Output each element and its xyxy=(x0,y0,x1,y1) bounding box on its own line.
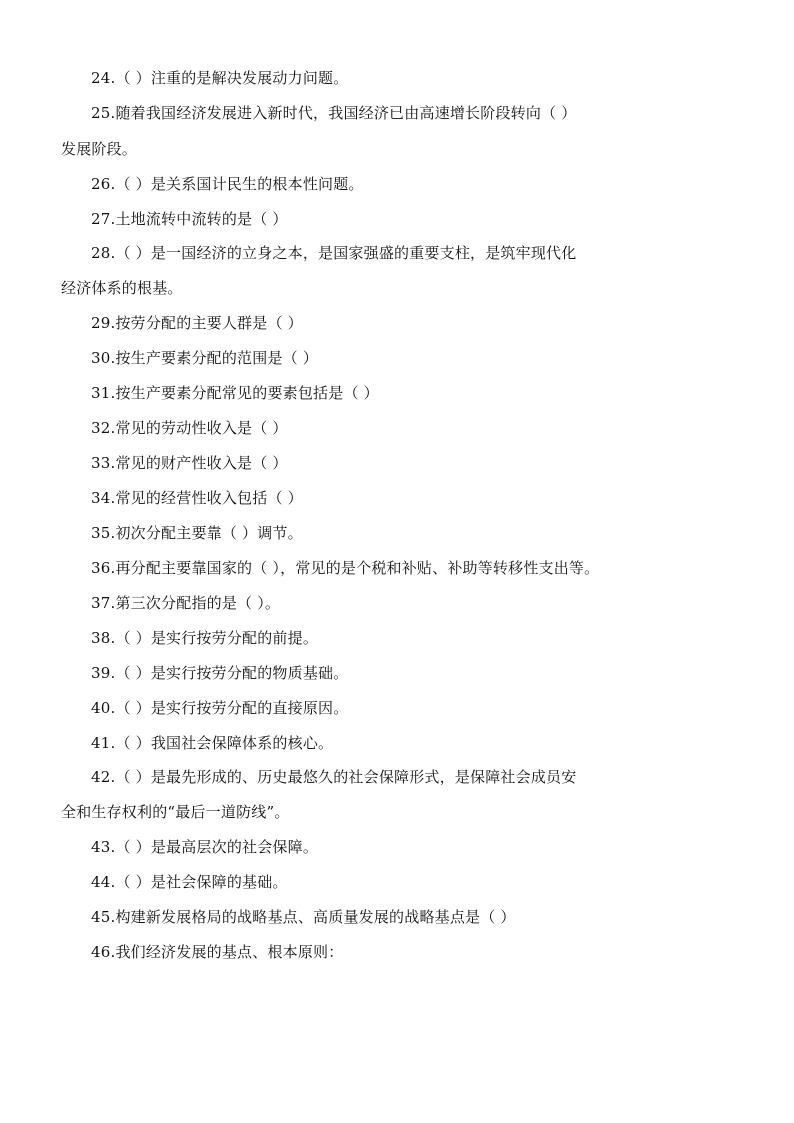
question-25: 25.随着我国经济发展进入新时代，我国经济已由高速增长阶段转向（ ） xyxy=(91,104,577,122)
question-28: 28.（ ）是一国经济的立身之本，是国家强盛的重要支柱，是筑牢现代化 xyxy=(91,244,577,262)
question-29: 29.按劳分配的主要人群是（ ） xyxy=(91,314,303,332)
question-28-cont: 经济体系的根基。 xyxy=(61,279,183,297)
question-43: 43.（ ）是最高层次的社会保障。 xyxy=(91,838,319,856)
question-38: 38.（ ）是实行按劳分配的前提。 xyxy=(91,629,319,647)
question-42: 42.（ ）是最先形成的、历史最悠久的社会保障形式，是保障社会成员安 xyxy=(91,768,577,786)
question-40: 40.（ ）是实行按劳分配的直接原因。 xyxy=(91,699,349,717)
question-33: 33.常见的财产性收入是（ ） xyxy=(91,454,288,472)
question-46: 46.我们经济发展的基点、根本原则： xyxy=(91,943,344,961)
question-25-cont: 发展阶段。 xyxy=(61,140,138,158)
question-37: 37.第三次分配指的是（ ）。 xyxy=(91,594,281,612)
question-32: 32.常见的劳动性收入是（ ） xyxy=(91,419,288,437)
question-27: 27.土地流转中流转的是（ ） xyxy=(91,210,288,228)
question-44: 44.（ ）是社会保障的基础。 xyxy=(91,873,288,891)
question-41: 41.（ ）我国社会保障体系的核心。 xyxy=(91,734,334,752)
question-39: 39.（ ）是实行按劳分配的物质基础。 xyxy=(91,664,349,682)
question-24: 24.（ ）注重的是解决发展动力问题。 xyxy=(91,69,349,87)
question-26: 26.（ ）是关系国计民生的根本性问题。 xyxy=(91,175,364,193)
question-31: 31.按生产要素分配常见的要素包括是（ ） xyxy=(91,384,379,402)
question-36: 36.再分配主要靠国家的（ ），常见的是个税和补贴、补助等转移性支出等。 xyxy=(91,559,600,577)
question-45: 45.构建新发展格局的战略基点、高质量发展的战略基点是（ ） xyxy=(91,908,516,926)
question-30: 30.按生产要素分配的范围是（ ） xyxy=(91,349,319,367)
question-35: 35.初次分配主要靠（ ）调节。 xyxy=(91,524,303,542)
question-42-cont: 全和生存权利的“最后一道防线”。 xyxy=(61,803,290,821)
question-34: 34.常见的经营性收入包括（ ） xyxy=(91,489,303,507)
